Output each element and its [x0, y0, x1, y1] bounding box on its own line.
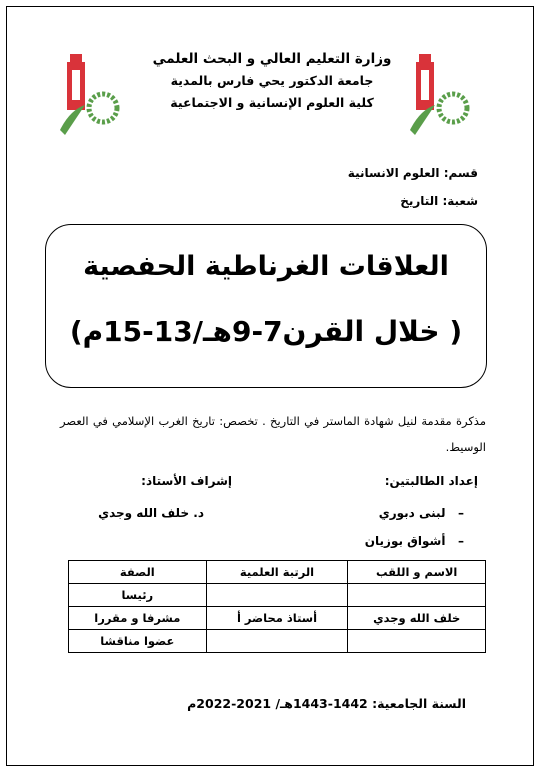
academic-year: السنة الجامعية: 1442-1443هـ/ 2021-2022م: [187, 696, 466, 711]
university-logo-icon: [408, 50, 478, 140]
table-cell: رئيسا: [69, 584, 207, 607]
table-header-cell: الرتبة العلمية: [206, 561, 348, 584]
prepared-by-label: إعداد الطالبتين:: [384, 474, 478, 488]
table-cell: [206, 584, 348, 607]
table-header-cell: الصفة: [69, 561, 207, 584]
thesis-period: ( خلال القرن7-9هـ/13-15م): [69, 315, 463, 348]
table-row: [69, 607, 486, 630]
table-cell: [206, 630, 348, 653]
table-cell: [348, 630, 486, 653]
faculty-name: كلية العلوم الإنسانية و الاجتماعية: [170, 95, 374, 110]
student-item: – أشواق بوزيان: [364, 534, 464, 548]
university-name: جامعة الدكتور يحي فارس بالمدية: [170, 73, 374, 88]
table-cell: [348, 584, 486, 607]
title-box: [45, 224, 487, 388]
table-header-row: [69, 561, 486, 584]
supervision-label: إشراف الأستاذ:: [141, 474, 232, 488]
supervisor-name: د. خلف الله وجدي: [98, 506, 204, 520]
thesis-note: مذكرة مقدمة لنيل شهادة الماستر في التاريخ . تخصص: تاريخ الغرب الإسلامي في العصر الوسيط.: [60, 414, 486, 454]
table-cell: خلف الله وجدي: [348, 607, 486, 630]
ministry-name: وزارة التعليم العالي و البحث العلمي: [152, 51, 392, 67]
table-row: [69, 630, 486, 653]
institution-header: [150, 48, 394, 114]
jury-table: [68, 560, 486, 653]
branch-line: شعبة: التاريخ: [400, 194, 478, 208]
thesis-title: العلاقات الغرناطية الحفصية: [83, 251, 449, 282]
student-item: – لبنى دبوري: [378, 506, 464, 520]
table-header-cell: الاسم و اللقب: [348, 561, 486, 584]
table-row: [69, 584, 486, 607]
table-cell: مشرفا و مقررا: [69, 607, 207, 630]
university-logo-icon: [55, 50, 125, 140]
department-line: قسم: العلوم الانسانية: [347, 166, 478, 180]
table-cell: عضوا مناقشا: [69, 630, 207, 653]
table-cell: أستاذ محاضر أ: [206, 607, 348, 630]
